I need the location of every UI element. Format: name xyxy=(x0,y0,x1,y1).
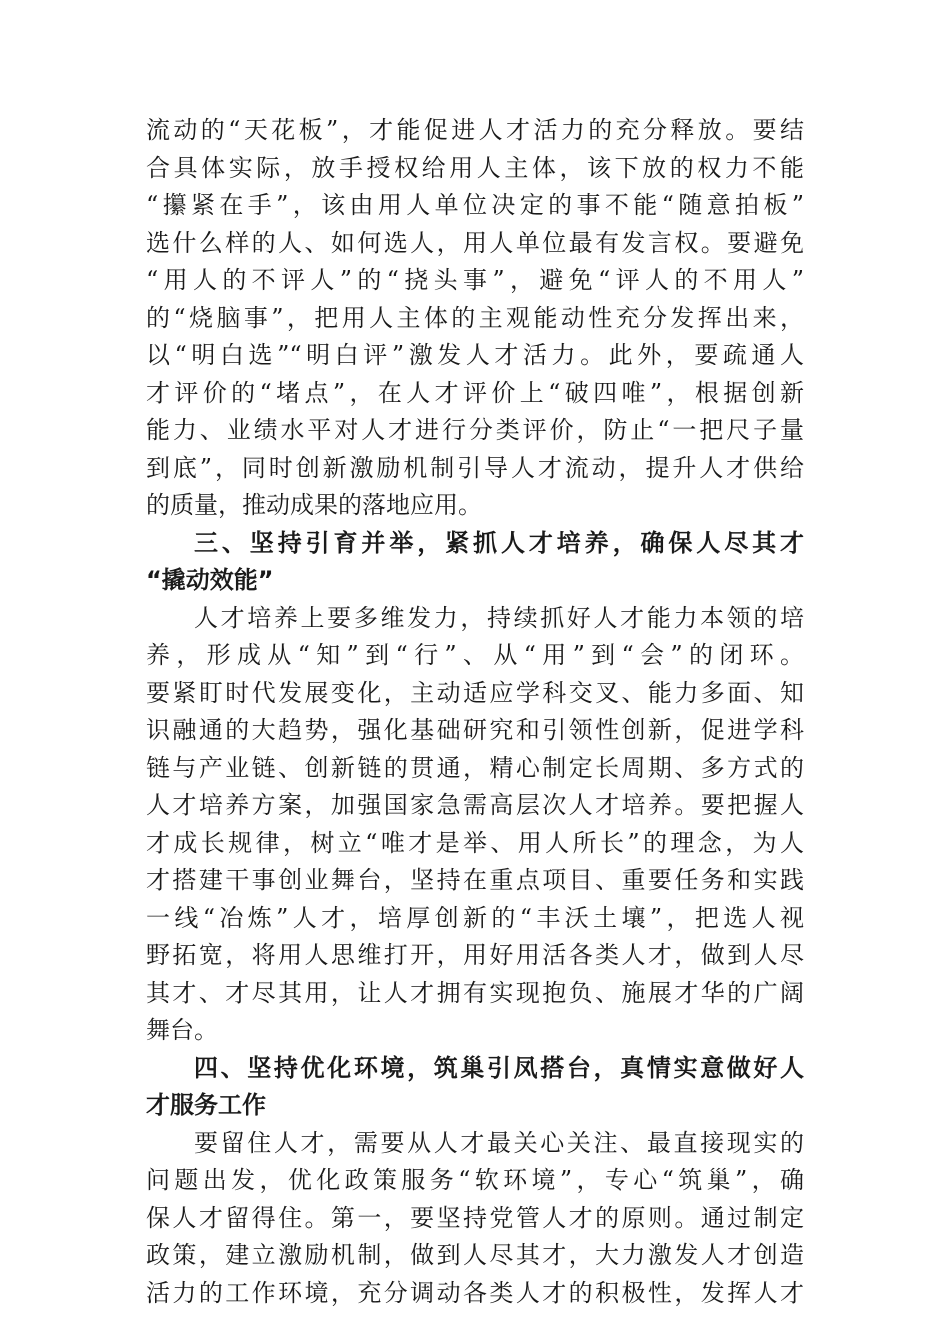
paragraph-line: 链与产业链、创新链的贯通，精心制定长周期、多方式的 xyxy=(146,753,804,782)
paragraph-line: 选什么样的人、如何选人，用人单位最有发言权。要避免 xyxy=(146,228,804,257)
paragraph-line: 问题出发，优化政策服务“软环境”，专心“筑巢”，确 xyxy=(146,1166,804,1194)
paragraph-line: 到底”，同时创新激励机制引导人才流动，提升人才供给 xyxy=(146,453,804,482)
heading-line: “撬动效能” xyxy=(146,566,274,594)
paragraph-line: 流动的“天花板”，才能促进人才活力的充分释放。要结 xyxy=(146,116,804,144)
section-heading-4 xyxy=(146,1050,804,1125)
paragraph-1 xyxy=(146,112,804,525)
paragraph-line: “攥紧在手”，该由用人单位决定的事不能“随意拍板” xyxy=(146,191,804,219)
paragraph-line: 以“明白选”“明白评”激发人才活力。此外，要疏通人 xyxy=(146,341,804,369)
heading-line: 才服务工作 xyxy=(146,1091,266,1119)
paragraph-2 xyxy=(146,600,804,1050)
paragraph-line: “用人的不评人”的“挠头事”，避免“评人的不用人” xyxy=(146,266,804,294)
paragraph-line: 才搭建干事创业舞台，坚持在重点项目、重要任务和实践 xyxy=(146,866,804,894)
paragraph-3 xyxy=(146,1125,804,1313)
paragraph-line: 识融通的大趋势，强化基础研究和引领性创新，促进学科 xyxy=(146,716,804,744)
paragraph-line: 合具体实际，放手授权给用人主体，该下放的权力不能 xyxy=(146,153,804,182)
section-heading-3 xyxy=(146,525,804,600)
paragraph-line: 其才、才尽其用，让人才拥有实现抱负、施展才华的广阔 xyxy=(146,978,804,1007)
paragraph-line: 能力、业绩水平对人才进行分类评价，防止“一把尺子量 xyxy=(146,416,804,444)
paragraph-line: 活力的工作环境，充分调动各类人才的积极性，发挥人才 xyxy=(146,1278,804,1307)
paragraph-line: 要紧盯时代发展变化，主动适应学科交叉、能力多面、知 xyxy=(146,678,804,707)
paragraph-line: 人才培养方案，加强国家急需高层次人才培养。要把握人 xyxy=(146,791,804,819)
paragraph-line: 才评价的“堵点”，在人才评价上“破四唯”，根据创新 xyxy=(146,378,804,407)
paragraph-line: 要留住人才，需要从人才最关心关注、最直接现实的 xyxy=(194,1128,804,1157)
paragraph-line: 的“烧脑事”，把用人主体的主观能动性充分发挥出来， xyxy=(146,303,804,332)
paragraph-line: 一线“冶炼”人才，培厚创新的“丰沃土壤”，把选人视 xyxy=(146,903,804,932)
document-page xyxy=(146,112,804,1312)
heading-line: 四、坚持优化环境，筑巢引凤搭台，真情实意做好人 xyxy=(194,1053,804,1082)
heading-line: 三、坚持引育并举，紧抓人才培养，确保人尽其才 xyxy=(194,528,804,557)
paragraph-line: 才成长规律，树立“唯才是举、用人所长”的理念，为人 xyxy=(146,828,804,857)
paragraph-line: 养，形成从“知”到“行”、从“用”到“会”的闭环。 xyxy=(146,641,804,669)
paragraph-line: 保人才留得住。第一，要坚持党管人才的原则。通过制定 xyxy=(146,1203,804,1232)
paragraph-line: 人才培养上要多维发力，持续抓好人才能力本领的培 xyxy=(194,603,804,632)
paragraph-line: 野拓宽，将用人思维打开，用好用活各类人才，做到人尽 xyxy=(146,941,804,969)
paragraph-line: 舞台。 xyxy=(146,1016,218,1044)
paragraph-line: 的质量，推动成果的落地应用。 xyxy=(146,491,482,519)
paragraph-line: 政策，建立激励机制，做到人尽其才，大力激发人才创造 xyxy=(146,1241,804,1269)
